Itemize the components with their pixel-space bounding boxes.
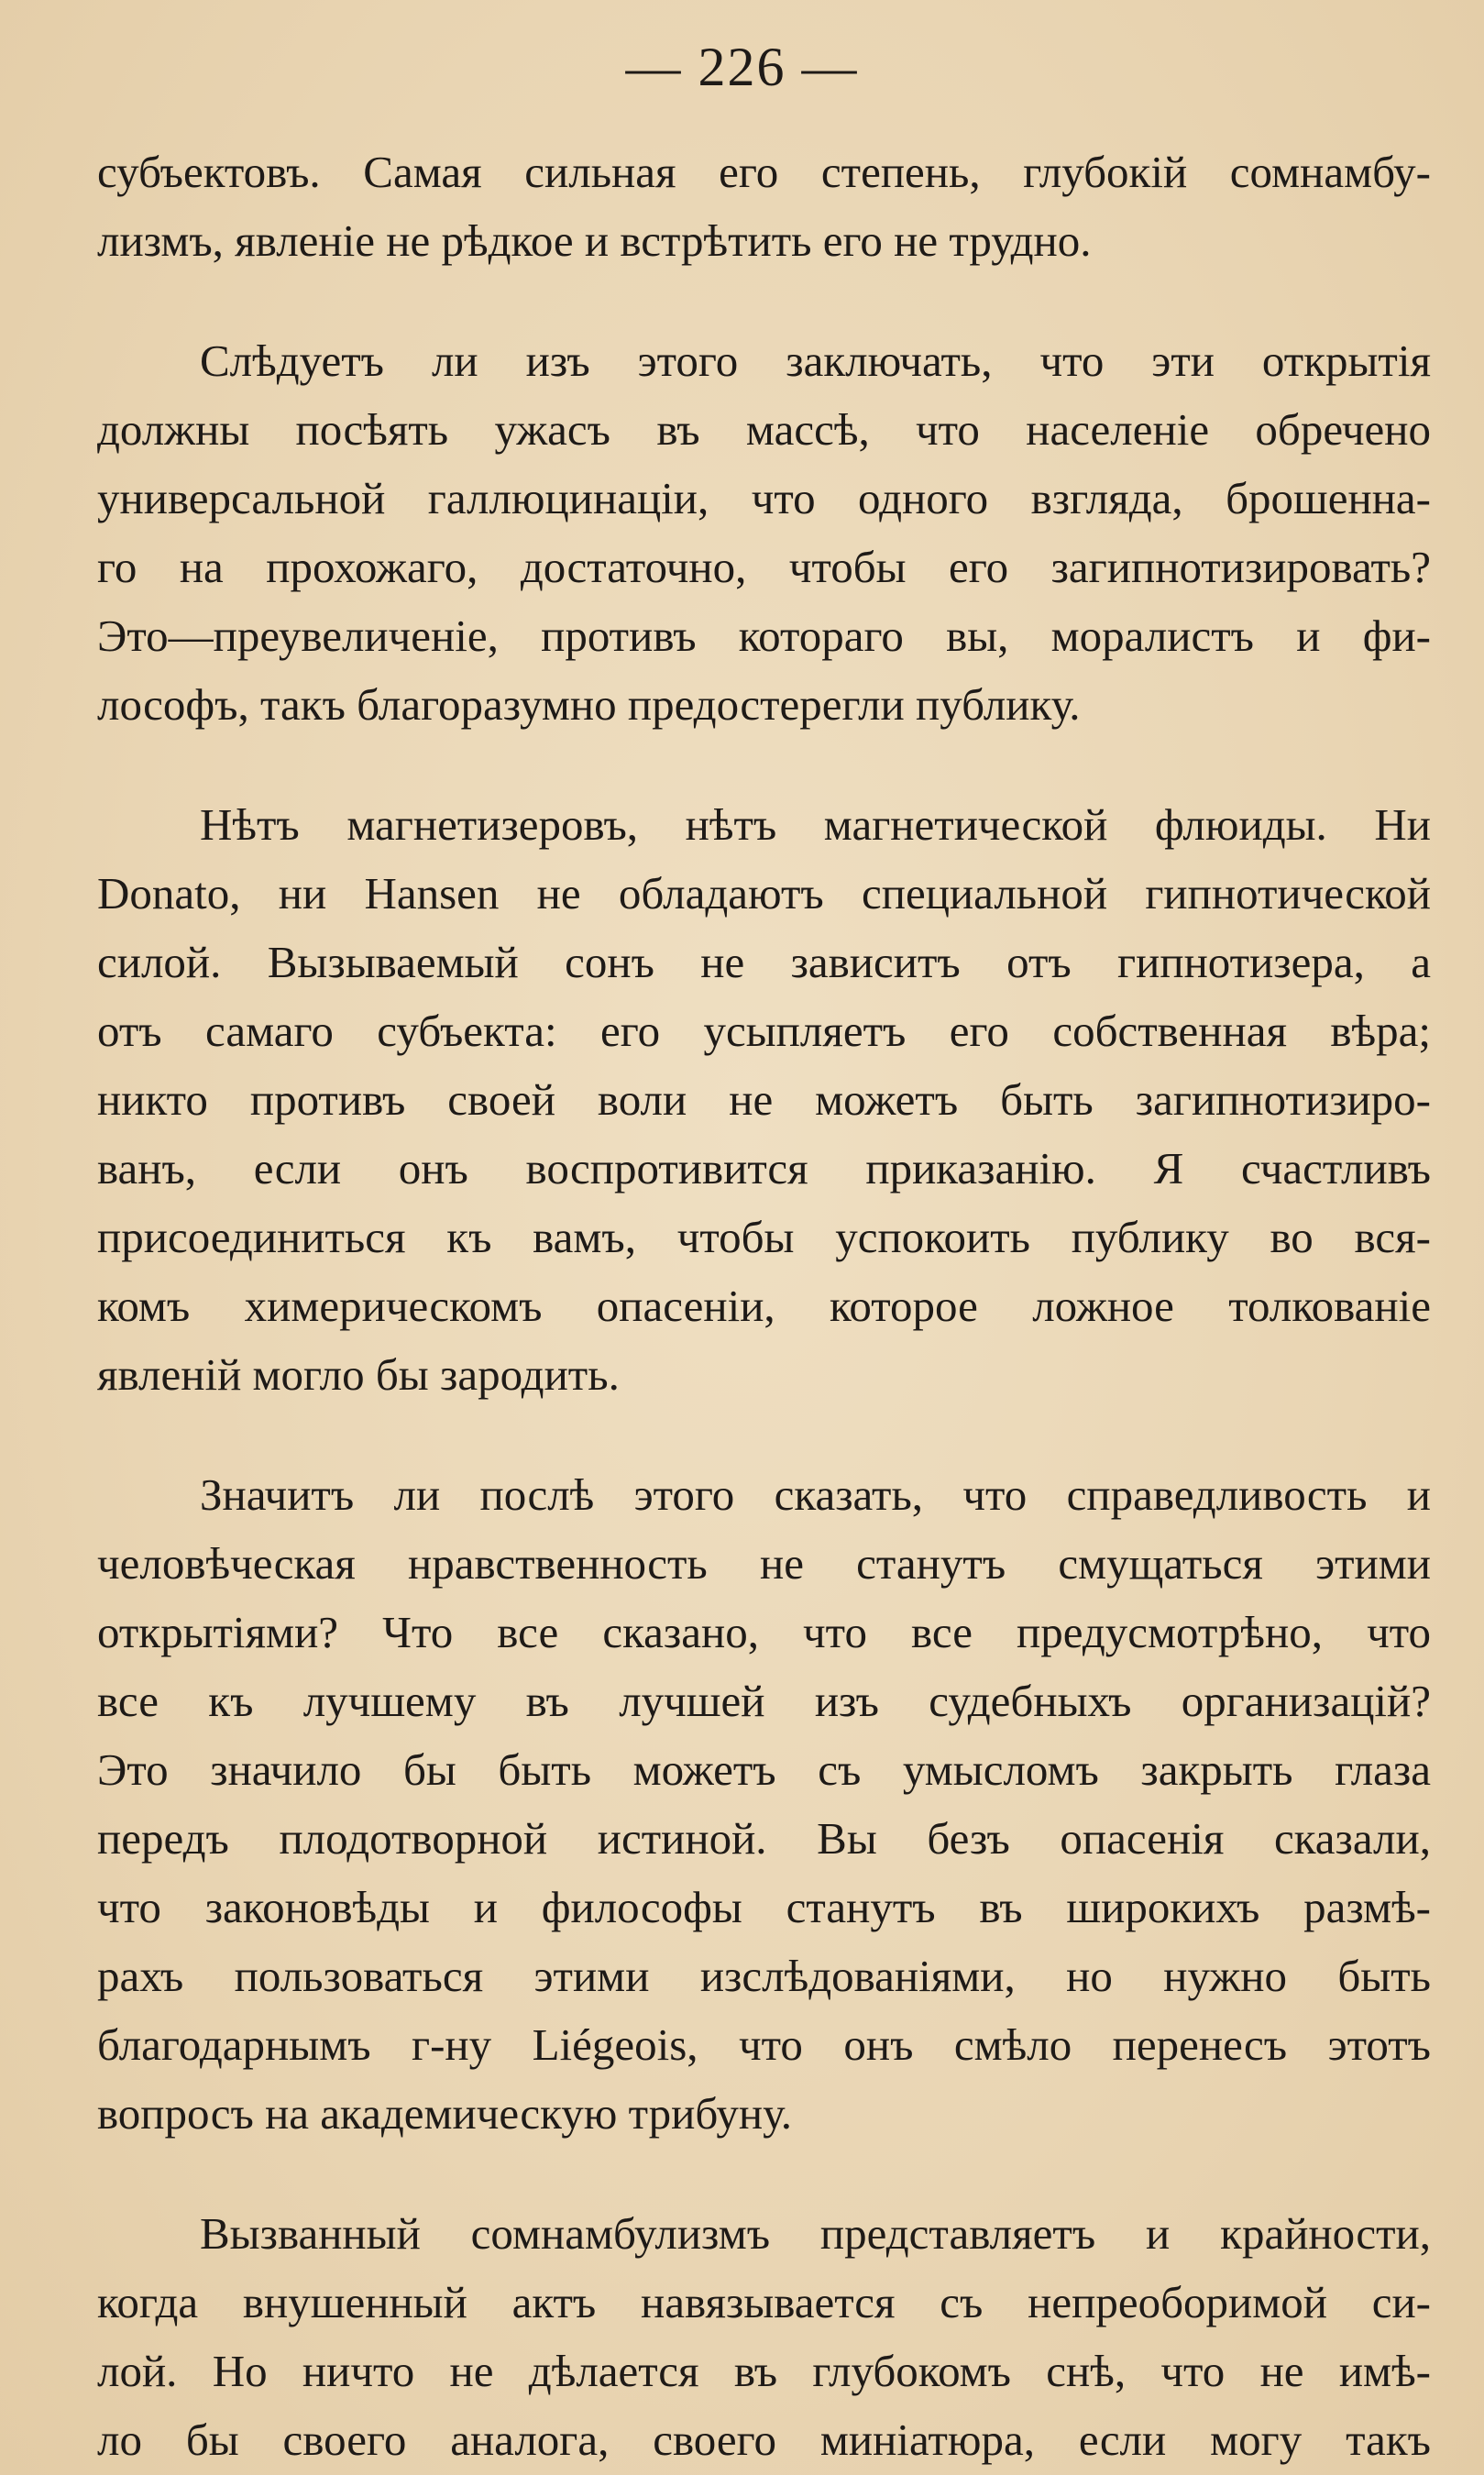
paragraph: [97, 326, 1431, 739]
paragraph: [97, 1460, 1431, 2148]
text-line: вопросъ на академическую трибуну.: [97, 2088, 792, 2139]
text-line: ло бы своего аналога, своего миніатюра, если могу такъ: [97, 2414, 1431, 2465]
text-line: рахъ пользоваться этими изслѣдованіями, но нужно быть: [97, 1951, 1431, 2001]
paragraph-gap: [97, 2148, 1431, 2199]
text-line: Donato, ни Hansen не обладаютъ специальной гипнотической: [97, 868, 1431, 918]
text-line: человѣческая нравственность не станутъ смущаться этими: [97, 1538, 1431, 1589]
page-number: — 226 —: [625, 37, 859, 97]
text-line: присоединиться къ вамъ, чтобы успокоить публику во вся-: [97, 1212, 1431, 1262]
text-line: го на прохожаго, достаточно, чтобы его загипнотизировать?: [97, 542, 1431, 592]
text-line: передъ плодотворной истиной. Вы безъ опасенія сказали,: [97, 1813, 1431, 1864]
text-line: явленій могло бы зародить.: [97, 1349, 620, 1400]
text-line: Это значило бы быть можетъ съ умысломъ закрыть глаза: [97, 1744, 1431, 1795]
text-line: Вызванный сомнамбулизмъ представляетъ и крайности,: [200, 2208, 1431, 2259]
text-line: должны посѣять ужасъ въ массѣ, что населеніе обречено: [97, 404, 1431, 455]
text-line: когда внушенный актъ навязывается съ непреоборимой си-: [97, 2277, 1431, 2327]
paragraph: [97, 790, 1431, 1409]
text-line: лософъ, такъ благоразумно предостерегли публику.: [97, 679, 1081, 730]
text-line: все къ лучшему въ лучшей изъ судебныхъ организацій?: [97, 1676, 1431, 1726]
text-line: лизмъ, явленіе не рѣдкое и встрѣтить его не трудно.: [97, 215, 1092, 266]
text-line: лой. Но ничто не дѣлается въ глубокомъ снѣ, что не имѣ-: [97, 2346, 1431, 2396]
text-line: Слѣдуетъ ли изъ этого заключать, что эти открытія: [200, 336, 1431, 386]
text-line: открытіями? Что все сказано, что все предусмотрѣно, что: [97, 1607, 1431, 1657]
text-line: комъ химерическомъ опасеніи, которое ложное толкованіе: [97, 1281, 1431, 1331]
text-line: Нѣтъ магнетизеровъ, нѣтъ магнетической флюиды. Ни: [200, 799, 1431, 850]
paragraph: [97, 2199, 1431, 2474]
text-line: субъектовъ. Самая сильная его степень, глубокій сомнамбу-: [97, 147, 1431, 197]
page-body: [97, 138, 1431, 2474]
text-line: благодарнымъ г-ну Liégeois, что онъ смѣло перенесъ этотъ: [97, 2019, 1431, 2070]
paragraph-gap: [97, 275, 1431, 326]
text-line: Это—преувеличеніе, противъ котораго вы, моралистъ и фи-: [97, 610, 1431, 661]
text-line: что законовѣды и философы станутъ въ широкихъ размѣ-: [97, 1882, 1431, 1932]
paragraph-gap: [97, 739, 1431, 790]
text-line: силой. Вызываемый сонъ не зависитъ отъ гипнотизера, а: [97, 937, 1431, 987]
paragraph: [97, 138, 1431, 275]
text-line: универсальной галлюцинаціи, что одного взгляда, брошенна-: [97, 473, 1431, 523]
text-line: отъ самаго субъекта: его усыпляетъ его собственная вѣра;: [97, 1006, 1431, 1056]
text-line: ванъ, если онъ воспротивится приказанію. Я счастливъ: [97, 1143, 1431, 1194]
paragraph-gap: [97, 1409, 1431, 1460]
text-line: никто противъ своей воли не можетъ быть загипнотизиро-: [97, 1074, 1431, 1125]
text-line: Значитъ ли послѣ этого сказать, что справедливость и: [200, 1469, 1431, 1520]
